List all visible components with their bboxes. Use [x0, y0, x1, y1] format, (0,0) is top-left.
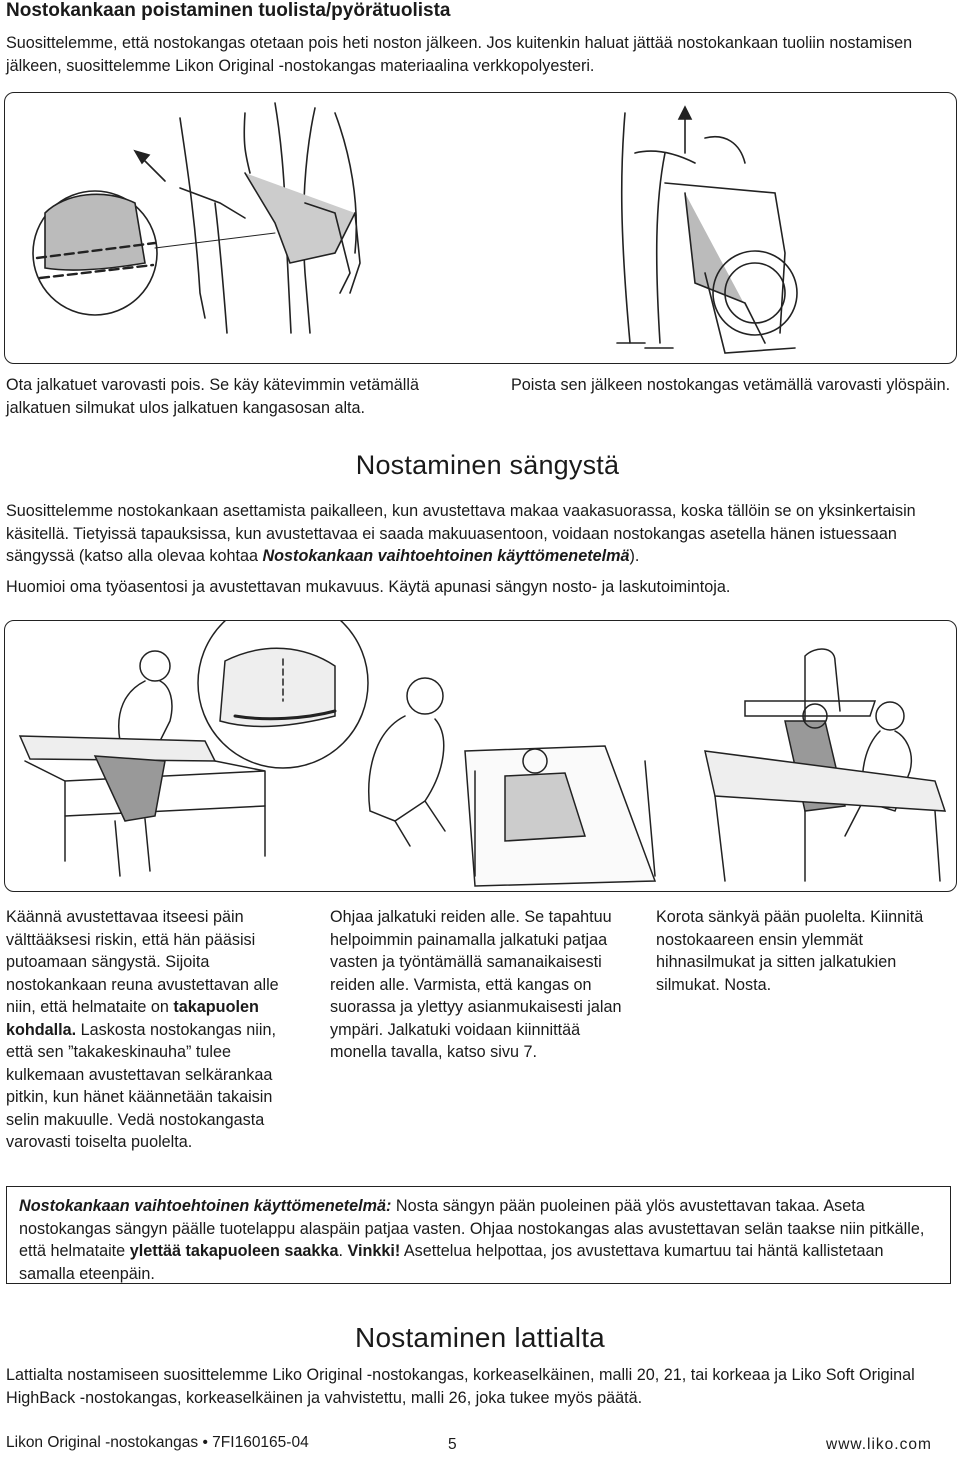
step1-text-a: Käännä avustettavaa itseesi päin välttääksesi riskin, että hän pääsisi putoamaan sängystä. Sijoita nostokankaan reuna avustettavan alle niin, että helmataite on — [6, 908, 279, 1016]
step1-bold-hem-position: takapuolen kohdalla. — [6, 998, 259, 1039]
page-number: 5 — [448, 1436, 457, 1453]
step1-text-b: Laskosta nostokangas niin, että sen ”takakeskinauha” tulee kulkemaan avustettavan selkärankaa pitkin, kun hänet käännetään takaisin selin makuulle. Vedä nostokangasta varovasti toiselta puolelta. — [6, 1020, 276, 1151]
alternative-method-text-b: . — [338, 1242, 348, 1260]
bed-lift-illustration — [5, 621, 957, 892]
caption-remove-sling-upward: Poista sen jälkeen nostokangas vetämällä varovasti ylöspäin. — [511, 376, 951, 394]
alternative-method-text-c: Asettelua helpottaa, jos avustettava kumartuu tai häntä kallistetaan samalla eteenpäin. — [19, 1242, 884, 1283]
alternative-method-bold-reach: ylettää takapuoleen saakka — [129, 1242, 339, 1260]
step3-raise-bed-lift: Korota sänkyä pään puolelta. Kiinnitä nostokaareen ensin ylemmät hihnasilmukat ja sitten jalkatukien silmukat. Nosta. — [656, 908, 924, 994]
footer-document-id: Likon Original -nostokangas • 7FI160165-04 — [6, 1434, 309, 1451]
alternative-method-title: Nostokankaan vaihtoehtoinen käyttömenetelmä: — [19, 1197, 392, 1215]
alternative-method-text-a: Nosta sängyn pään puoleinen pää ylös avustettavan takaa. Aseta nostokangas sängyn päälle tuotelappu alaspäin patjaa vasten. Ohjaa nostokangas alas avustettavan selän taakse niin pitkälle, että helmataite — [19, 1197, 925, 1260]
bed-lift-paragraph-text-a: Suosittelemme nostokankaan asettamista paikalleen, kun avustettava makaa vaakasuorassa, koska tällöin se on yksinkertaisin käsitellä. Tietyissä tapauksissa, kun avustettavaa ei saada makuuasentoon, voidaan nostokangas asetella hänen istuessaan sängyssä (katso alla olevaa kohtaa — [6, 502, 916, 565]
alternative-method-tip-label: Vinkki! — [347, 1242, 401, 1260]
illustration-panel-chair — [4, 92, 957, 364]
step2-guide-leg-support: Ohjaa jalkatuki reiden alle. Se tapahtuu helpoimmin painamalla jalkatuki patjaa vasten ja työntämällä samanaikaisesti reiden alle. Varmista, että kangas on suorassa ja ylettyy asianmukaisesti jalan ympäri. Jalkatuki voidaan kiinnittää monella tavalla, katso sivu 7. — [330, 908, 622, 1061]
floor-lift-paragraph: Lattialta nostamiseen suosittelemme Liko Original -nostokangas, korkeaselkäinen, malli 20, 21, tai korkeaa ja Liko Soft Original HighBack -nostokangas, korkeaselkäinen ja vahvistettu, malli 26, joka tukee myös päätä. — [6, 1366, 915, 1407]
step1-turn-patient — [6, 906, 306, 1154]
caption-remove-leg-supports: Ota jalkatuet varovasti pois. Se käy kätevimmin vetämällä jalkatuen silmukat ulos jalkatuen kangasosan alta. — [6, 376, 419, 417]
work-posture-paragraph: Huomioi oma työasentosi ja avustettavan mukavuus. Käytä apunasi sängyn nosto- ja laskutoimintoja. — [6, 578, 731, 596]
illustration-panel-bed — [4, 620, 957, 892]
section-title-floor-lift: Nostaminen lattialta — [355, 1322, 605, 1353]
chair-removal-illustration — [5, 93, 957, 364]
alternative-method-box — [6, 1186, 951, 1284]
section-title-chair-removal: Nostokankaan poistaminen tuolista/pyörätuolista — [6, 0, 451, 21]
intro-paragraph: Suosittelemme, että nostokangas otetaan pois heti noston jälkeen. Jos kuitenkin haluat jättää nostokankaan tuoliin nostamisen jälkeen, suosittelemme Likon Original -nostokangas materiaalina verkkopolyesteri. — [6, 34, 913, 75]
footer-website-link[interactable]: www.liko.com — [826, 1436, 932, 1453]
bed-lift-paragraph — [6, 500, 951, 568]
section-title-bed-lift: Nostaminen sängystä — [355, 450, 620, 480]
alt-method-reference: Nostokankaan vaihtoehtoinen käyttömenetelmä — [262, 547, 630, 565]
bed-lift-paragraph-text-b: ). — [629, 547, 640, 565]
